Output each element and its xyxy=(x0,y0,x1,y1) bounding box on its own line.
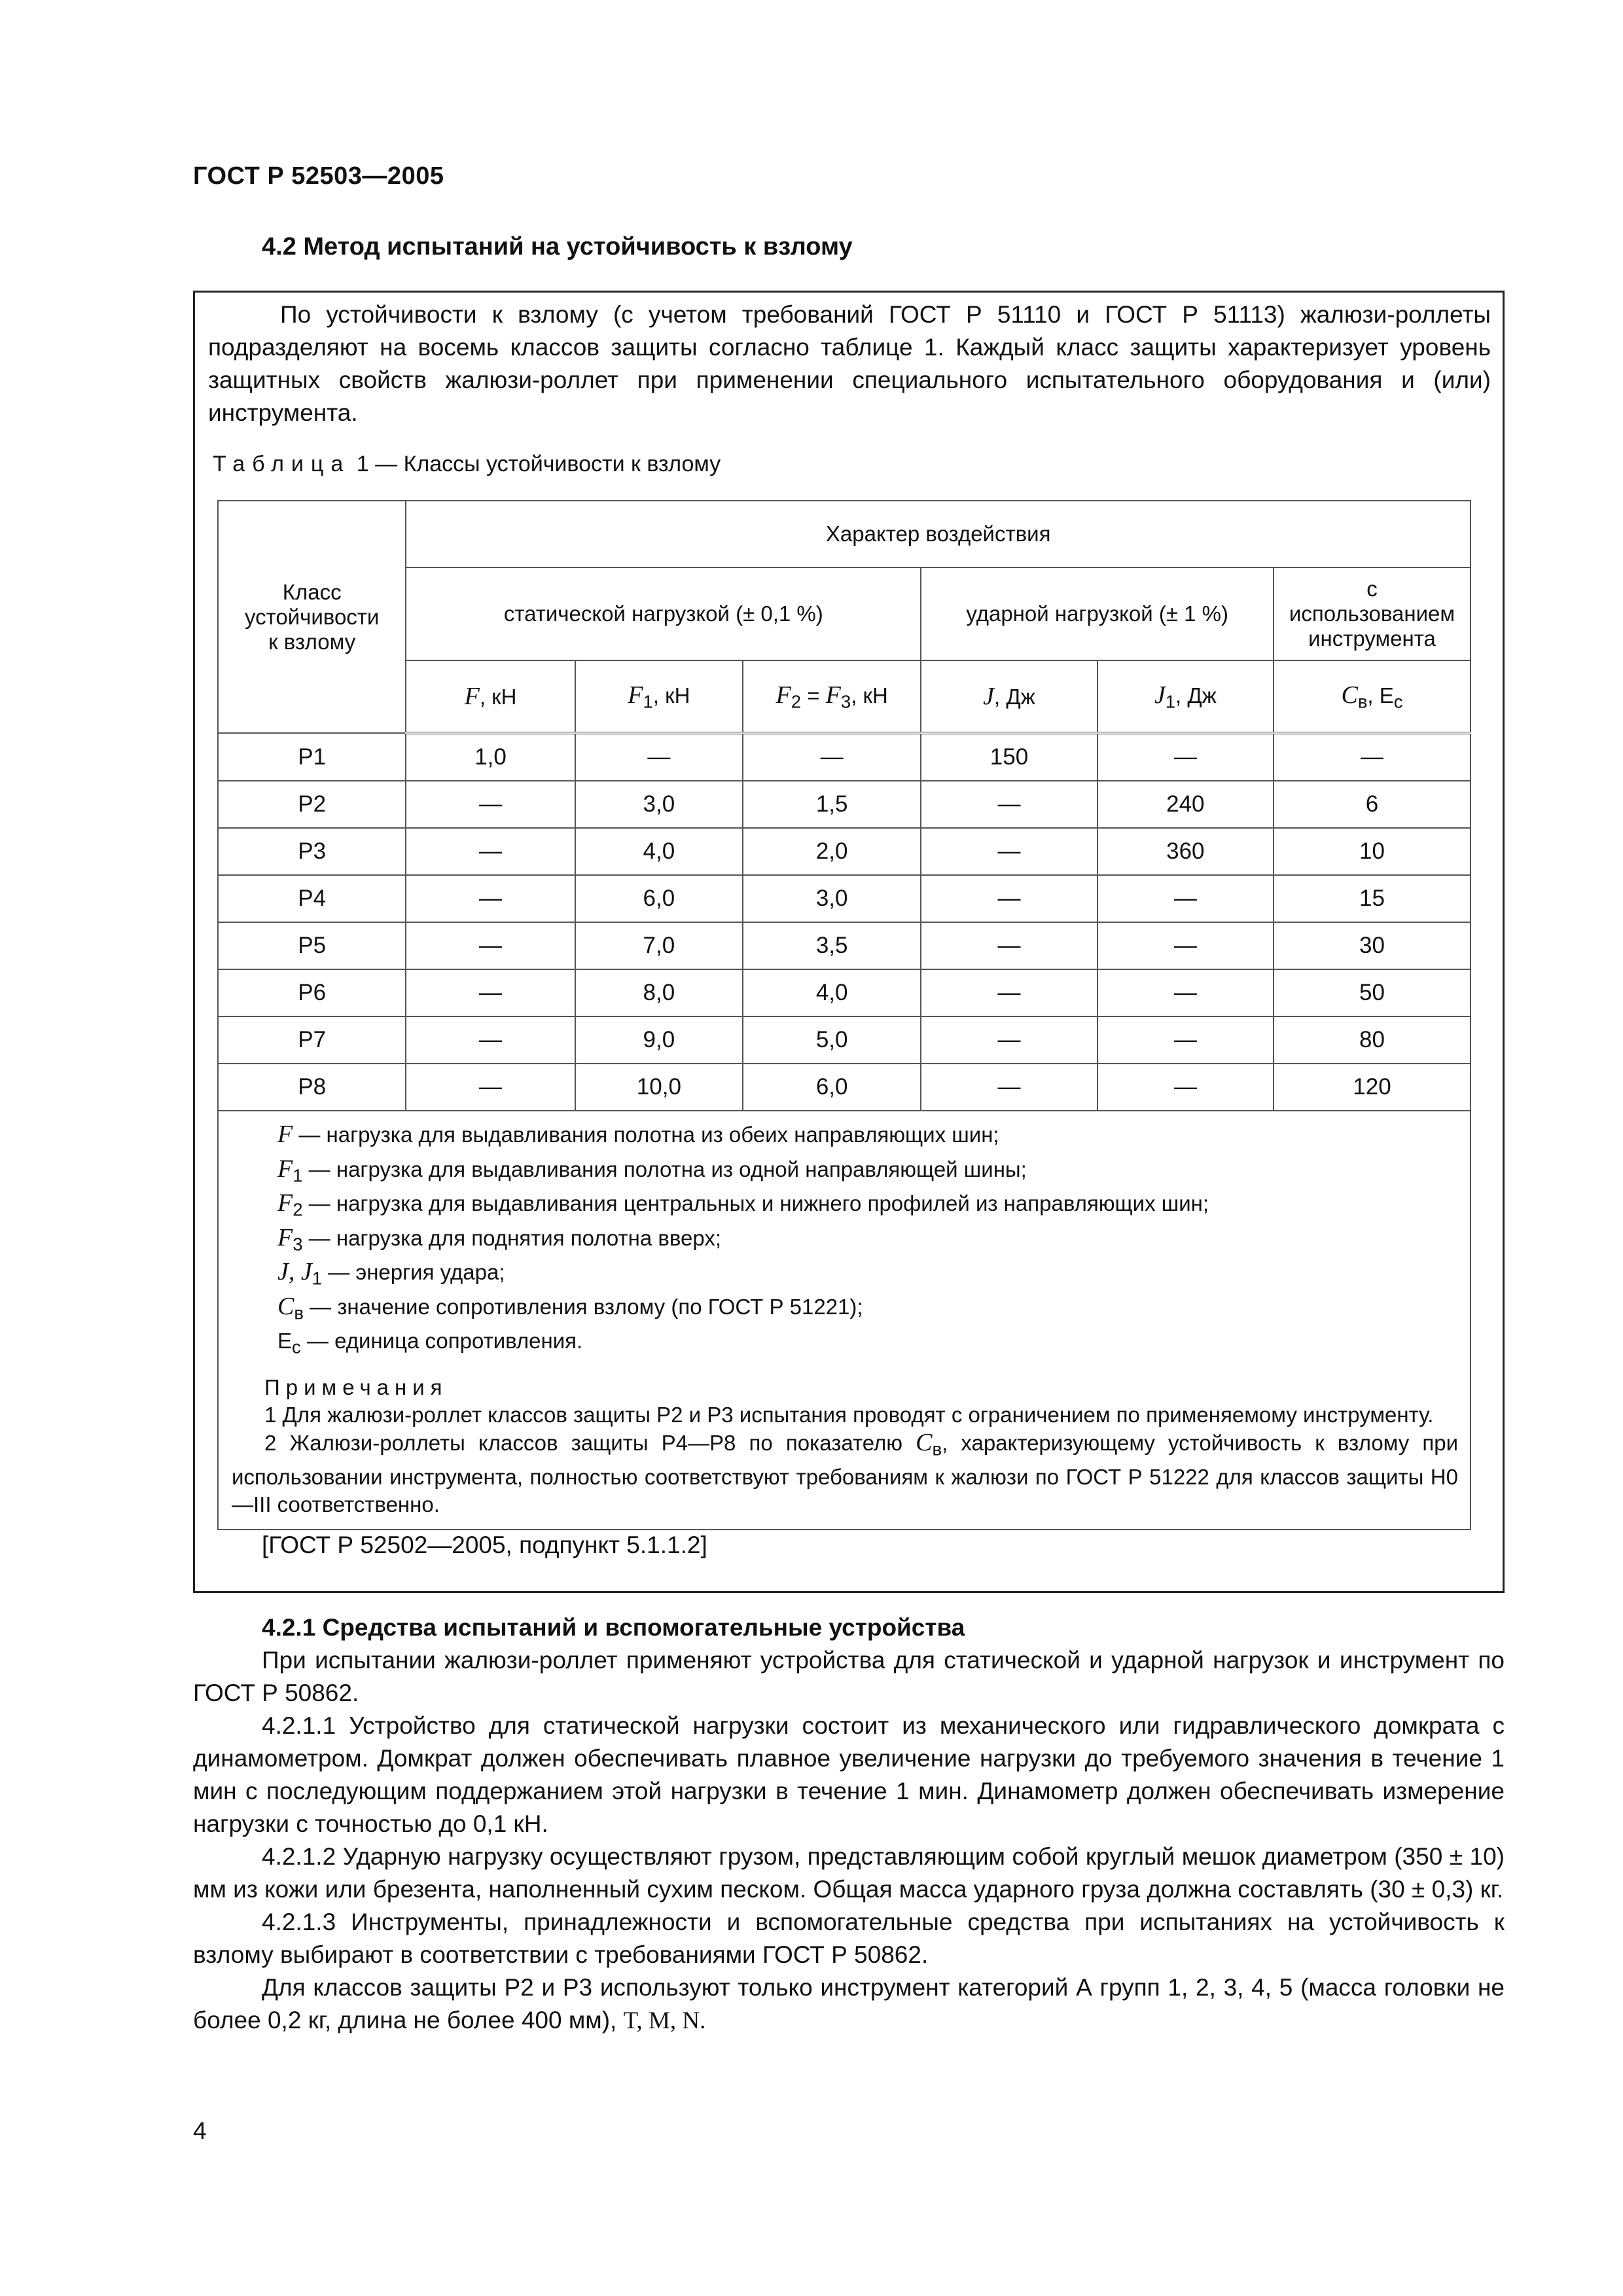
table-cell: — xyxy=(1097,733,1274,781)
tool-header: с использованием инструмента xyxy=(1274,567,1471,660)
intro-paragraph: По устойчивости к взлому (с учетом требований ГОСТ Р 51110 и ГОСТ Р 51113) жалюзи-роллеты подразделяют на восемь классов защиты согласно таблице 1. Каждый класс защиты характеризует уровень защитных свойств жалюзи-роллет при применении специального испытательного оборудования и (или) инструмента. xyxy=(208,301,1491,426)
table-row xyxy=(218,922,1471,969)
symbol-definition: $E_c$ — единица сопротивления. xyxy=(277,1328,583,1357)
table-cell: Р5 xyxy=(218,922,406,969)
table-cell: 6,0 xyxy=(743,1064,921,1111)
table-row xyxy=(218,1016,1471,1064)
col-class-header: Класс устойчивости к взлому xyxy=(218,501,406,733)
section-4-2-1 xyxy=(193,1611,1505,2037)
sub-header-F1: $F_1$, кН xyxy=(575,660,743,733)
table-cell: — xyxy=(921,875,1097,922)
paragraph-4-2-1-2: 4.2.1.2 Ударную нагрузку осуществляют грузом, представляющим собой круглый мешок диаметром (350 ± 10) мм из кожи или брезента, наполненный сухим песком. Общая масса ударного груза должна составлять (30 ± 0,3) кг. xyxy=(193,1843,1505,1903)
table-cell: 1,5 xyxy=(743,781,921,828)
table-row xyxy=(218,733,1471,781)
paragraph-4-2-1-1: 4.2.1.1 Устройство для статической нагрузки состоит из механического или гидравлического домкрата с динамометром. Домкрат должен обеспечивать плавное увеличение нагрузки до требуемого значения в течение 1 мин с последующим поддержанием этой нагрузки в течение 1 мин. Динамометр должен обеспечивать измерение нагрузки с точностью до 0,1 кН. xyxy=(193,1712,1505,1837)
symbol-definition: $F_3$ — нагрузка для поднятия полотна вверх; xyxy=(277,1223,722,1255)
table-cell: 3,5 xyxy=(743,922,921,969)
table-cell: — xyxy=(406,781,575,828)
table-cell: Р8 xyxy=(218,1064,406,1111)
table-cell: — xyxy=(1097,1016,1274,1064)
static-header: статической нагрузкой (± 0,1 %) xyxy=(406,567,921,660)
table-cell: 50 xyxy=(1274,969,1471,1016)
table-cell: 8,0 xyxy=(575,969,743,1016)
table-row xyxy=(218,1064,1471,1111)
table-row xyxy=(218,969,1471,1016)
table-cell: — xyxy=(406,875,575,922)
table-cell: — xyxy=(406,1016,575,1064)
table-row xyxy=(218,875,1471,922)
symbol-definition: F — нагрузка для выдавливания полотна из обеих направляющих шин; xyxy=(277,1121,999,1148)
table-cell: — xyxy=(921,1016,1097,1064)
resistance-classes-table xyxy=(217,500,1471,1530)
table-cell: — xyxy=(1097,922,1274,969)
sub-header-C-E: $C_в$, $E_c$ xyxy=(1274,660,1471,733)
table-cell: 9,0 xyxy=(575,1016,743,1064)
table-cell: Р6 xyxy=(218,969,406,1016)
group-header: Характер воздействия xyxy=(406,501,1471,567)
table-cell: 1,0 xyxy=(406,733,575,781)
symbol-definition: $F_2$ — нагрузка для выдавливания центральных и нижнего профилей из направляющих шин; xyxy=(277,1189,1209,1220)
symbol-definition: J, $J_1$ — энергия удара; xyxy=(277,1258,505,1289)
section-title: 4.2 Метод испытаний на устойчивость к взлому xyxy=(262,233,853,260)
table-cell: Р2 xyxy=(218,781,406,828)
table-cell: 10,0 xyxy=(575,1064,743,1111)
table-cell: Р1 xyxy=(218,733,406,781)
table-cell: — xyxy=(921,1064,1097,1111)
table-cell: — xyxy=(1274,733,1471,781)
table-cell: 4,0 xyxy=(743,969,921,1016)
sub-header-F2-F3: $F_2 = F_3$, кН xyxy=(743,660,921,733)
table-cell: 30 xyxy=(1274,922,1471,969)
table-cell: 15 xyxy=(1274,875,1471,922)
table-caption: Таблица 1 — Классы устойчивости к взлому xyxy=(213,452,721,476)
table-cell: 360 xyxy=(1097,828,1274,875)
table-cell: — xyxy=(575,733,743,781)
table-cell: — xyxy=(406,922,575,969)
table-cell: 3,0 xyxy=(575,781,743,828)
table-cell: Р3 xyxy=(218,828,406,875)
impact-header: ударной нагрузкой (± 1 %) xyxy=(921,567,1274,660)
table-cell: 2,0 xyxy=(743,828,921,875)
table-cell: — xyxy=(921,781,1097,828)
table-cell: — xyxy=(406,1064,575,1111)
paragraph-tools: Для классов защиты Р2 и Р3 используют только инструмент категорий А групп 1, 2, 3, 4, 5 (масса головки не более 0,2 кг, длина не более 400 мм), T, M, N. xyxy=(193,1974,1505,2034)
table-cell: — xyxy=(921,969,1097,1016)
table-cell: 10 xyxy=(1274,828,1471,875)
symbol-definition: $F_1$ — нагрузка для выдавливания полотна из одной направляющей шины; xyxy=(277,1155,1027,1186)
table-cell: 240 xyxy=(1097,781,1274,828)
table-cell: Р4 xyxy=(218,875,406,922)
table-cell: 4,0 xyxy=(575,828,743,875)
table-cell: — xyxy=(406,828,575,875)
table-cell: — xyxy=(921,922,1097,969)
table-cell: 6,0 xyxy=(575,875,743,922)
table-cell: — xyxy=(743,733,921,781)
table-body xyxy=(218,733,1471,1111)
table-cell: — xyxy=(921,828,1097,875)
table-cell: 3,0 xyxy=(743,875,921,922)
sub-header-J: J, Дж xyxy=(921,660,1097,733)
page-number: 4 xyxy=(193,2117,207,2144)
table-footnotes xyxy=(218,1111,1471,1530)
table-cell: — xyxy=(1097,1064,1274,1111)
symbol-definitions xyxy=(232,1121,1458,1361)
table-cell: 6 xyxy=(1274,781,1471,828)
table-cell: — xyxy=(1097,969,1274,1016)
reference-citation: [ГОСТ Р 52502—2005, подпункт 5.1.1.2] xyxy=(262,1532,707,1558)
notes-title: Примечания xyxy=(264,1375,448,1400)
sub-header-F: F, кН xyxy=(406,660,575,733)
symbol-definition: $C_в$ — значение сопротивления взлому (по ГОСТ Р 51221); xyxy=(277,1292,863,1323)
table-cell: Р7 xyxy=(218,1016,406,1064)
table-cell: 120 xyxy=(1274,1064,1471,1111)
sub-header-J1: $J_1$, Дж xyxy=(1097,660,1274,733)
table-cell: 80 xyxy=(1274,1016,1471,1064)
table-row xyxy=(218,781,1471,828)
table-cell: — xyxy=(1097,875,1274,922)
table-cell: 150 xyxy=(921,733,1097,781)
table-cell: 5,0 xyxy=(743,1016,921,1064)
paragraph-intro: При испытании жалюзи-роллет применяют устройства для статической и ударной нагрузок и инструмент по ГОСТ Р 50862. xyxy=(193,1647,1505,1706)
document-header: ГОСТ Р 52503—2005 xyxy=(193,162,444,190)
note-2: 2 Жалюзи-роллеты классов защиты Р4—Р8 по показателю $C_в$, характеризующему устойчивость к взлому при использовании инструмента, полностью соответствуют требованиям к жалюзи по ГОСТ Р 51222 для классов защиты Н0—III соответственно. xyxy=(232,1429,1458,1516)
note-1: 1 Для жалюзи-роллет классов защиты Р2 и Р3 испытания проводят с ограничением по применяемому инструменту. xyxy=(264,1403,1434,1427)
table-cell: — xyxy=(406,969,575,1016)
paragraph-4-2-1-3: 4.2.1.3 Инструменты, принадлежности и вспомогательные средства при испытаниях на устойчивость к взлому выбирают в соответствии с требованиями ГОСТ Р 50862. xyxy=(193,1909,1505,1968)
table-cell: 7,0 xyxy=(575,922,743,969)
table-row xyxy=(218,828,1471,875)
subsection-title: 4.2.1 Средства испытаний и вспомогательные устройства xyxy=(262,1614,965,1641)
